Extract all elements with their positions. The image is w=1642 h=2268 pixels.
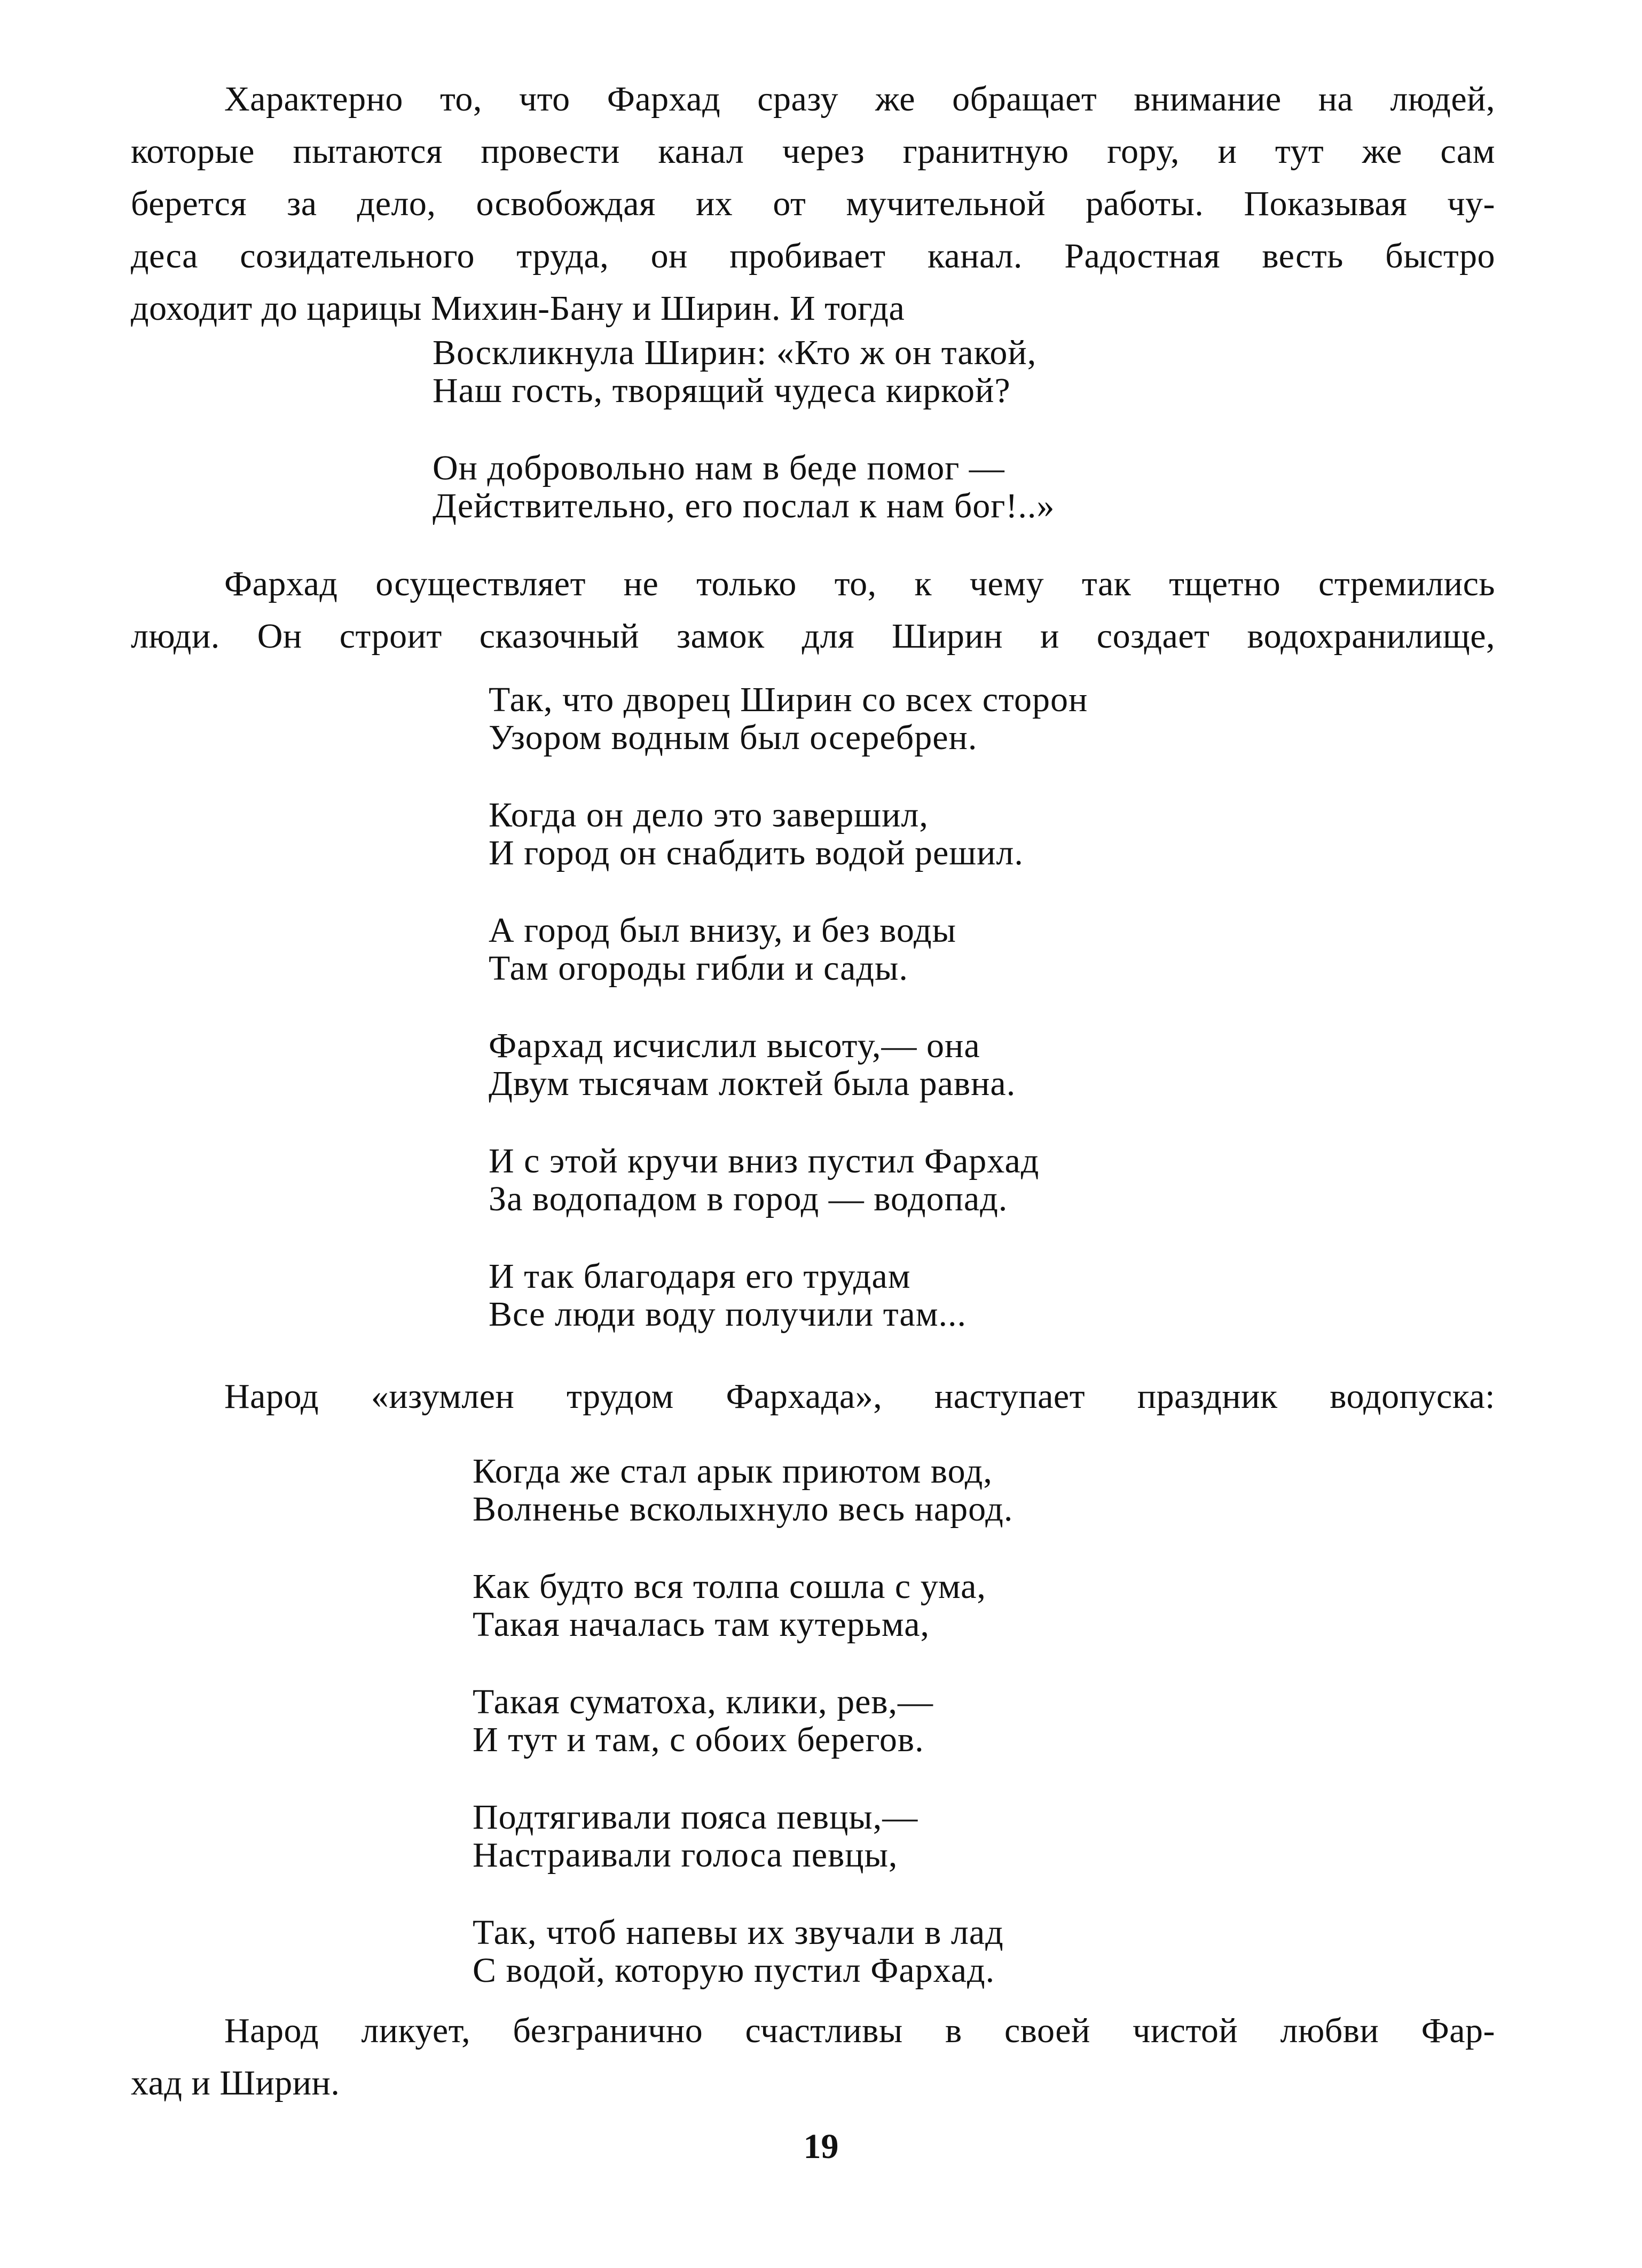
verse-line: Наш гость, творящий чудеса киркой?: [433, 371, 1011, 410]
verse-line: Как будто вся толпа сошла с ума,: [473, 1567, 986, 1606]
verse-line: Когда он дело это завершил,: [489, 796, 929, 834]
verse-line: Так, что дворец Ширин со всех сторон: [489, 680, 1088, 719]
verse-line: И с этой кручи вниз пустил Фархад: [489, 1141, 1040, 1180]
paragraph-line: берется за дело, освобождая их от мучительной работы. Показывая чу-: [131, 184, 1495, 223]
paragraph-line: люди. Он строит сказочный замок для Ширин и создает водохранилище,: [131, 617, 1495, 656]
stanza: [489, 1142, 1088, 1218]
verse-line: Действительно, его послал к нам бог!..»: [433, 486, 1055, 525]
verse-line: Когда же стал арык приютом вод,: [473, 1452, 993, 1491]
paragraph-line: Народ «изумлен трудом Фархада», наступает праздник водопуска:: [224, 1377, 1495, 1416]
verse-line: Подтягивали пояса певцы,—: [473, 1798, 918, 1837]
stanza: [473, 1683, 1013, 1759]
verse-line: Такая суматоха, клики, рев,—: [473, 1682, 934, 1721]
stanza: [489, 911, 1088, 987]
verse-line: Там огороды гибли и сады.: [489, 949, 908, 988]
stanza: [489, 796, 1088, 872]
paragraph-line: Характерно то, что Фархад сразу же обращает внимание на людей,: [224, 80, 1495, 119]
stanza: [489, 681, 1088, 757]
stanza: [433, 449, 1055, 525]
verse-line: Волненье всколыхнуло весь народ.: [473, 1490, 1014, 1529]
paragraph-2: [131, 558, 1495, 663]
paragraph-line: Народ ликует, безгранично счастливы в своей чистой любви Фар-: [224, 2011, 1495, 2050]
verse-line: Настраивали голоса певцы,: [473, 1836, 898, 1875]
paragraph-line: доходит до царицы Михин-Бану и Ширин. И тогда: [131, 289, 905, 328]
stanza: [473, 1913, 1013, 1989]
paragraph-1: [131, 73, 1495, 335]
stanza: [473, 1452, 1013, 1528]
verse-line: Так, чтоб напевы их звучали в лад: [473, 1913, 1004, 1952]
verse-line: За водопадом в город — водопад.: [489, 1179, 1008, 1218]
stanza: [489, 1027, 1088, 1102]
paragraph-line: деса созидательного труда, он пробивает канал. Радостная весть быстро: [131, 237, 1495, 275]
stanza: [473, 1798, 1013, 1874]
stanza: [473, 1568, 1013, 1643]
verse-line: А город был внизу, и без воды: [489, 911, 956, 950]
verse-block-2: [489, 681, 1088, 1333]
paragraph-3: [131, 1371, 1495, 1423]
verse-line: Воскликнула Ширин: «Кто ж он такой,: [433, 333, 1037, 372]
verse-line: Фархад исчислил высоту,— она: [489, 1026, 980, 1065]
paragraph-line: которые пытаются провести канал через гранитную гору, и тут же сам: [131, 132, 1495, 171]
verse-line: И так благодаря его трудам: [489, 1257, 911, 1296]
verse-line: Такая началась там кутерьма,: [473, 1605, 930, 1644]
verse-line: С водой, которую пустил Фархад.: [473, 1951, 995, 1990]
page-number: 19: [803, 2127, 839, 2166]
verse-line: Он добровольно нам в беде помог —: [433, 448, 1005, 487]
verse-line: Двум тысячам локтей была равна.: [489, 1064, 1016, 1103]
verse-line: Все люди воду получили там...: [489, 1295, 967, 1334]
verse-line: Узором водным был осеребрен.: [489, 718, 978, 757]
stanza: [489, 1257, 1088, 1333]
verse-block-3: [473, 1452, 1013, 1989]
stanza: [433, 334, 1055, 410]
paragraph-4: [131, 2005, 1495, 2109]
paragraph-line: Фархад осуществляет не только то, к чему так тщетно стремились: [224, 564, 1495, 603]
verse-line: И город он снабдить водой решил.: [489, 833, 1024, 872]
verse-block-1: [433, 334, 1055, 525]
verse-line: И тут и там, с обоих берегов.: [473, 1720, 924, 1759]
paragraph-line: хад и Ширин.: [131, 2064, 340, 2102]
